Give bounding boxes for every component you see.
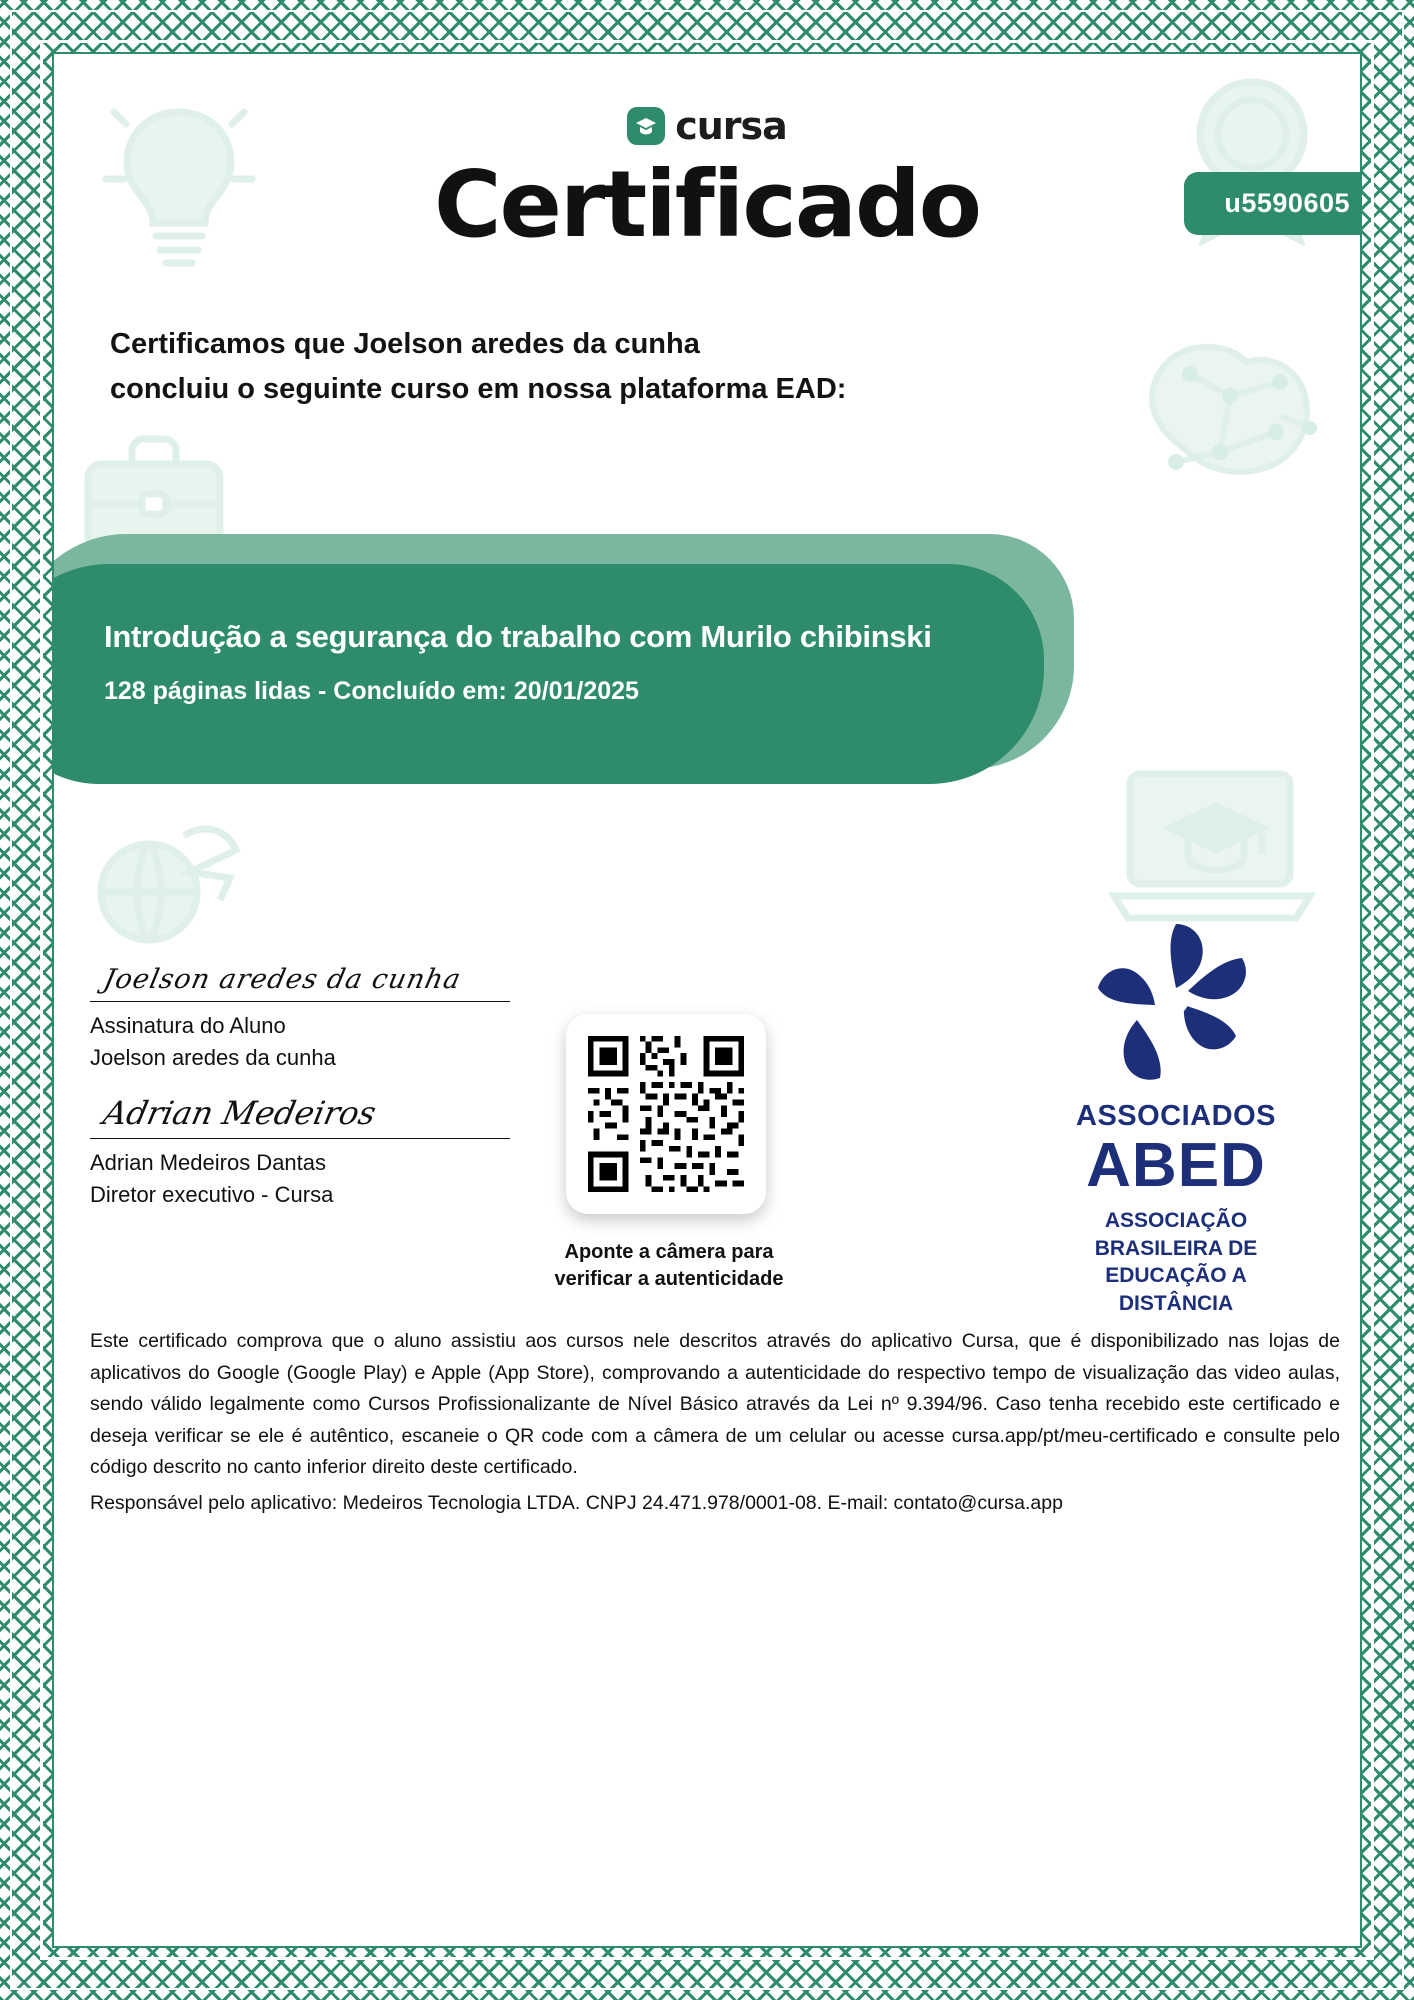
abed-associados-label: ASSOCIADOS (1076, 1100, 1276, 1132)
globe-travel-watermark-icon (84, 814, 264, 964)
qr-code-icon (582, 1030, 750, 1198)
signature-line (90, 1001, 510, 1002)
intro-line-2: concluiu o seguinte curso em nossa plataforma EAD: (110, 372, 847, 405)
intro-text (110, 322, 846, 412)
signature-line (90, 1138, 510, 1139)
page-title: Certificado (433, 151, 981, 258)
director-role: Diretor executivo - Cursa (90, 1181, 334, 1207)
certificate-code-badge: u5590605 (1184, 172, 1360, 235)
student-name: Joelson aredes da cunha (90, 1044, 336, 1070)
student-signature-caption: Assinatura do Aluno (90, 1013, 286, 1038)
abed-acronym: ABED (1086, 1131, 1266, 1200)
qr-caption-line-2: verificar a autenticidade (554, 1268, 784, 1290)
brain-network-watermark-icon (1100, 314, 1350, 534)
footer-paragraph: Este certificado comprova que o aluno assistiu aos cursos nele descritos através do aplicativo Cursa, que é disponibilizado nas lojas de aplicativos do Google (Google Play) e Apple (App Store), comprovando a autenticidade do respectivo tempo de visualização das video aulas, sendo válido legalmente como Cursos Profissionalizante de Nível Básico através da Lei nº 9.394/96. Caso tenha recebido este certificado e deseja verificar se ele é autêntico, escaneie o QR code com a câmera de um celular ou acesse cursa.app/pt/meu-certificado e consulte pelo código descrito no canto inferior direito deste certificado. (90, 1330, 1340, 1479)
intro-line-1: Certificamos que Joelson aredes da cunha (110, 328, 700, 360)
abed-subtitle (1026, 1207, 1326, 1318)
abed-subtitle-line-3: EDUCAÇÃO A (1105, 1264, 1247, 1288)
director-name: Adrian Medeiros Dantas (90, 1150, 327, 1175)
student-signature-block (90, 964, 510, 1074)
course-name: Introdução a segurança do trabalho com Murilo chibinski (104, 619, 932, 654)
course-banner-text (104, 619, 932, 706)
director-signature-label (90, 1147, 510, 1211)
course-meta: 128 páginas lidas - Concluído em: 20/01/2025 (104, 677, 639, 705)
student-signature-script: Joelson aredes da cunha (100, 964, 465, 995)
abed-subtitle-line-4: DISTÂNCIA (1118, 1292, 1234, 1316)
qr-caption (524, 1239, 814, 1293)
abed-subtitle-line-1: ASSOCIAÇÃO (1104, 1209, 1248, 1232)
footer-legal-text (90, 1326, 1340, 1519)
certificate-content (54, 54, 1360, 1946)
abed-logo-block (1026, 914, 1326, 1318)
brand-name: cursa (675, 104, 787, 148)
abed-pinwheel-icon (1076, 1076, 1276, 1093)
director-signature-script: Adrian Medeiros (99, 1094, 380, 1132)
director-signature-block (90, 1094, 510, 1211)
student-signature-label (90, 1010, 510, 1074)
qr-code-card[interactable] (566, 1014, 766, 1214)
abed-subtitle-line-2: BRASILEIRA DE (1094, 1236, 1258, 1260)
course-banner (54, 524, 1360, 794)
brand-logo (54, 104, 1360, 148)
graduation-cap-icon (627, 107, 665, 145)
footer-responsible: Responsável pelo aplicativo: Medeiros Tecnologia LTDA. CNPJ 24.471.978/0001-08. E-mail: contato@cursa.app (90, 1491, 1063, 1514)
qr-caption-line-1: Aponte a câmera para (564, 1241, 774, 1263)
